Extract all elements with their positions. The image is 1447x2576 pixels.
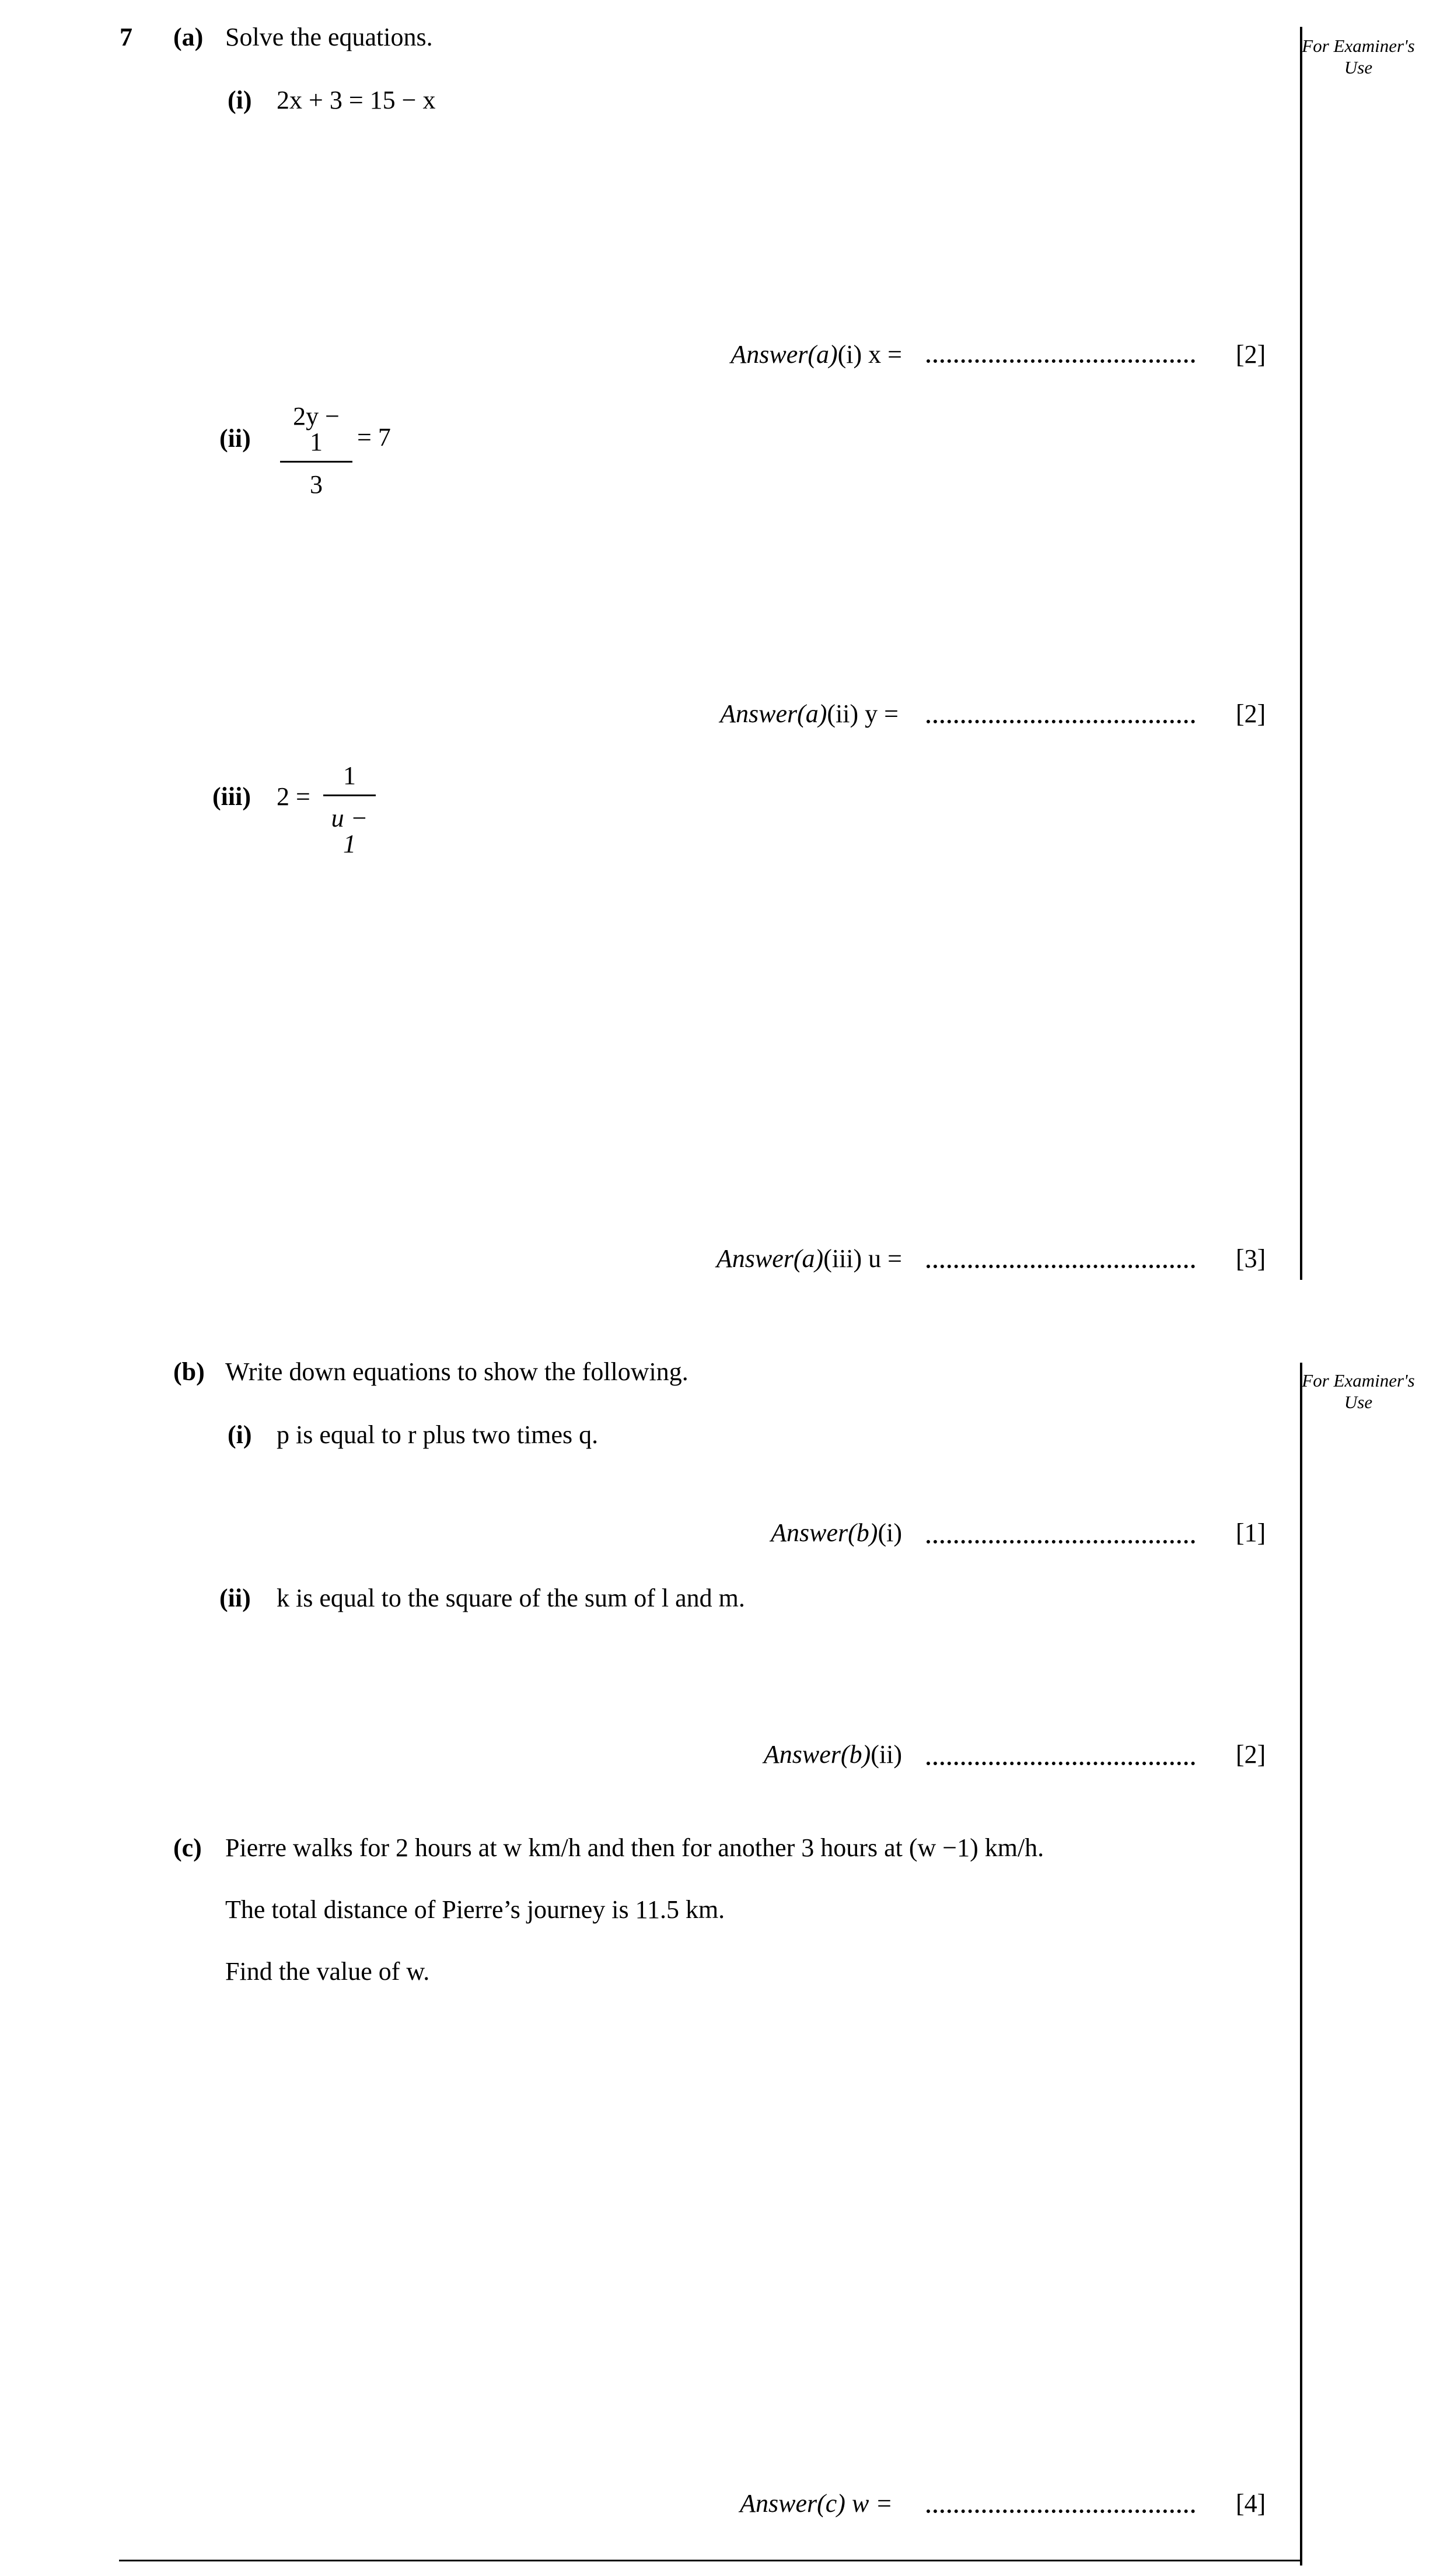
examiner-margin-line-top <box>1300 27 1302 1280</box>
answer-b-i-prefix: Answer(b) <box>771 1518 878 1547</box>
answer-a-iii-label <box>642 1246 902 1272</box>
answer-a-i-label <box>642 342 902 368</box>
part-b-text: Write down equations to show the following. <box>225 1357 688 1386</box>
part-b-ii-label: (ii) <box>219 1584 251 1612</box>
answer-a-ii-label <box>642 701 899 727</box>
answer-a-iii-line[interactable] <box>927 1265 1195 1268</box>
answer-a-i-line[interactable] <box>927 359 1195 363</box>
answer-b-ii-label <box>642 1742 902 1768</box>
examiner-use-label-bottom: For Examiner's Use <box>1302 1370 1415 1412</box>
part-a-ii-denominator: 3 <box>310 470 323 499</box>
part-b-ii-statement: k is equal to the square of the sum of l and m. <box>277 1584 745 1612</box>
part-c-line2: The total distance of Pierre’s journey is 11.5 km. <box>225 1895 725 1924</box>
answer-a-i-prefix: Answer(a) <box>731 340 838 369</box>
part-b-i-label: (i) <box>228 1420 252 1449</box>
answer-a-ii-suffix: (ii) y = <box>827 699 899 728</box>
answer-b-ii-prefix: Answer(b) <box>763 1740 871 1769</box>
part-a-iii-lhs: 2 = <box>277 782 310 811</box>
examiner-margin-line-bottom <box>1300 1363 1302 2566</box>
part-a-i-equation: 2x + 3 = 15 − x <box>277 86 436 114</box>
marks-a-ii: [2] <box>1236 699 1266 728</box>
question-number: 7 <box>120 23 132 51</box>
marks-b-ii: [2] <box>1236 1740 1266 1769</box>
part-a-ii-label: (ii) <box>219 424 251 453</box>
part-a-iii-numerator: 1 <box>343 761 356 790</box>
part-a-i-label: (i) <box>228 86 252 114</box>
examiner-use-label-top: For Examiner's Use <box>1302 36 1415 78</box>
part-c-line3: Find the value of w. <box>225 1957 430 1986</box>
answer-c-label: Answer(c) w = <box>740 2489 893 2518</box>
answer-c-line[interactable] <box>927 2510 1195 2513</box>
part-a-ii-fraction <box>280 404 352 498</box>
part-a-ii-rhs: = 7 <box>357 423 391 452</box>
part-b-label: (b) <box>173 1357 205 1386</box>
part-a-text: Solve the equations. <box>225 23 433 51</box>
answer-a-ii-prefix: Answer(a) <box>720 699 827 728</box>
part-b-i-statement: p is equal to r plus two times q. <box>277 1420 599 1449</box>
part-a-iii-fraction <box>323 763 376 857</box>
marks-b-i: [1] <box>1236 1518 1266 1547</box>
marks-a-iii: [3] <box>1236 1244 1266 1273</box>
answer-a-iii-suffix: (iii) u = <box>823 1244 902 1273</box>
part-a-iii-label: (iii) <box>212 782 251 811</box>
marks-c: [4] <box>1236 2489 1266 2518</box>
answer-b-i-suffix: (i) <box>878 1518 902 1547</box>
answer-a-i-suffix: (i) x = <box>837 340 902 369</box>
answer-a-ii-line[interactable] <box>927 720 1195 723</box>
part-a-label: (a) <box>173 23 204 51</box>
answer-b-ii-suffix: (ii) <box>871 1740 902 1769</box>
answer-b-i-label <box>642 1520 902 1546</box>
marks-a-i: [2] <box>1236 340 1266 369</box>
part-a-iii-denominator: u − 1 <box>331 804 368 858</box>
part-c-line1: Pierre walks for 2 hours at w km/h and then for another 3 hours at (w −1) km/h. <box>225 1833 1044 1862</box>
answer-b-ii-line[interactable] <box>927 1762 1195 1765</box>
answer-a-iii-prefix: Answer(a) <box>716 1244 824 1273</box>
page-bottom-rule <box>119 2560 1301 2561</box>
part-a-ii-numerator: 2y − 1 <box>293 402 340 456</box>
answer-b-i-line[interactable] <box>927 1540 1195 1544</box>
part-c-label: (c) <box>173 1833 202 1862</box>
